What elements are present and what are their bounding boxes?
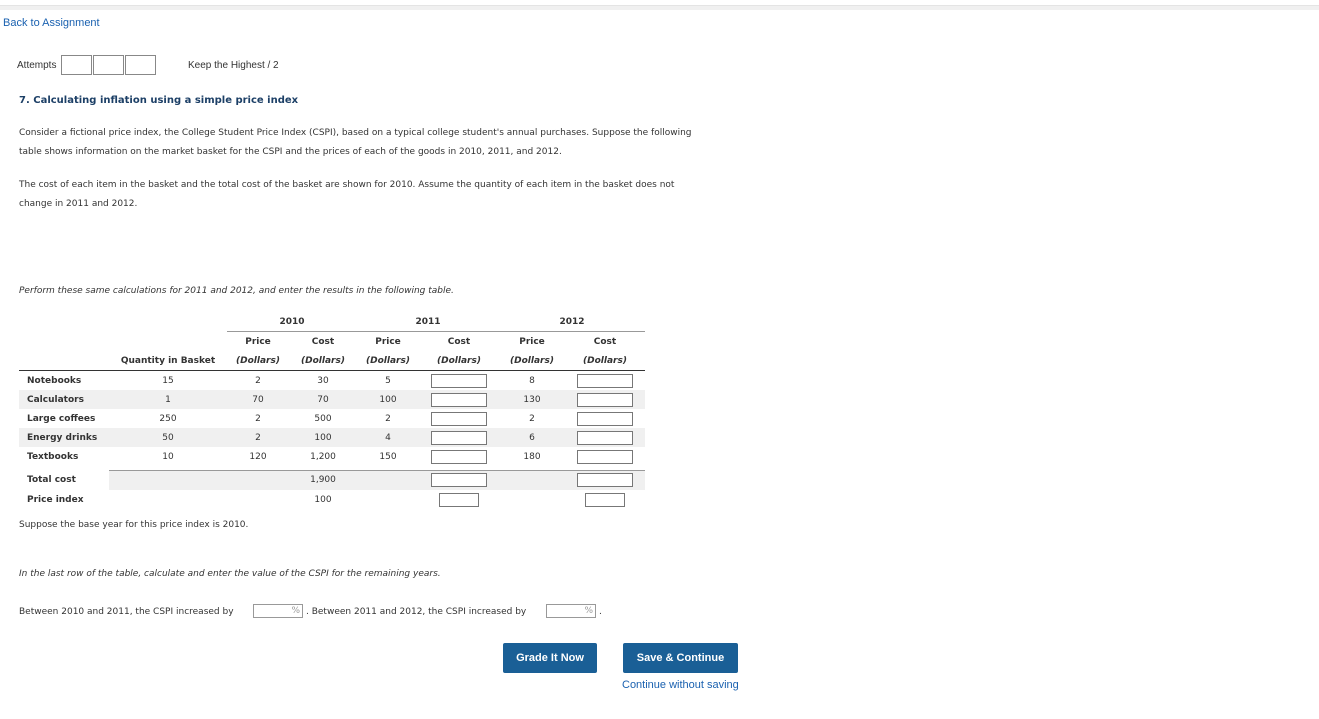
- quantity-cell: 250: [159, 413, 177, 424]
- cost-2012-input[interactable]: [577, 431, 633, 445]
- cost-2010-cell: 500: [314, 413, 332, 424]
- table-row: [19, 390, 645, 409]
- attempt-box-3: [125, 55, 156, 75]
- cost-2011-input[interactable]: [431, 450, 487, 464]
- cost-2010-cell: 30: [317, 375, 329, 386]
- cost-header-2010: Cost: [311, 336, 335, 347]
- price-unit-2010: (Dollars): [227, 351, 289, 371]
- price-2011-cell: 100: [357, 390, 419, 409]
- price-2011-cell: 4: [357, 428, 419, 447]
- price-2010-cell: 70: [227, 390, 289, 409]
- table-row: [19, 428, 645, 447]
- cost-2011-input[interactable]: [431, 431, 487, 445]
- price-index-2010: 100: [314, 495, 332, 505]
- year-2011-header: 2011: [357, 312, 499, 332]
- quantity-cell: 15: [162, 375, 174, 386]
- table-row: [19, 447, 645, 466]
- cost-2011-input[interactable]: [431, 412, 487, 426]
- cost-2010-cell: 1,200: [310, 451, 336, 462]
- base-year-text: Suppose the base year for this price index is 2010.: [19, 520, 249, 530]
- attempt-indicators: [61, 55, 157, 75]
- cost-2011-input[interactable]: [431, 374, 487, 388]
- cost-2011-input[interactable]: [431, 393, 487, 407]
- price-header-2011: Price: [375, 336, 401, 347]
- percent-sign: %: [291, 606, 300, 616]
- price-2010-cell: 2: [255, 375, 261, 386]
- table-row: [19, 409, 645, 428]
- cost-unit-2012: (Dollars): [565, 351, 645, 371]
- top-divider: [0, 5, 1319, 10]
- price-2010-cell: 2: [227, 428, 289, 447]
- price-header-2010: Price: [245, 336, 271, 347]
- quantity-cell: 50: [109, 428, 227, 447]
- price-header-2012: Price: [519, 336, 545, 347]
- increase-2011-2012-input[interactable]: [546, 604, 596, 618]
- item-label: Notebooks: [27, 375, 82, 386]
- cost-2012-input[interactable]: [577, 374, 633, 388]
- intro-line-2: table shows information on the market basket for the CSPI and the prices of each of the goods in 2010, 2011, and 2012.: [19, 147, 562, 157]
- year-2010-header: 2010: [227, 312, 357, 332]
- price-index-2011-input[interactable]: [439, 493, 479, 507]
- column-header-unit-row: [19, 351, 645, 371]
- cost-line-2: change in 2011 and 2012.: [19, 199, 138, 209]
- sentence-end-period: .: [599, 607, 602, 617]
- market-basket-table: [19, 312, 645, 511]
- intro-paragraph: [19, 124, 759, 162]
- continue-without-saving-link[interactable]: Continue without saving: [622, 679, 739, 691]
- price-2011-cell: 5: [385, 375, 391, 386]
- intro-line-1: Consider a fictional price index, the College Student Price Index (CSPI), based on a typical college student's annual purchases. Suppose the following: [19, 128, 692, 138]
- save-and-continue-button[interactable]: Save & Continue: [623, 643, 738, 673]
- question-title: 7. Calculating inflation using a simple price index: [19, 95, 299, 106]
- quantity-header: Quantity in Basket: [109, 351, 227, 371]
- cost-unit-2010: (Dollars): [289, 351, 357, 371]
- keep-highest-label: Keep the Highest / 2: [188, 60, 279, 71]
- total-cost-2010: 1,900: [289, 470, 357, 490]
- cost-2010-cell: 70: [289, 390, 357, 409]
- year-2012-header: 2012: [499, 312, 645, 332]
- quantity-cell: 1: [109, 390, 227, 409]
- column-header-top-row: [19, 332, 645, 352]
- price-unit-2012: (Dollars): [499, 351, 565, 371]
- instruction-text: Perform these same calculations for 2011 and 2012, and enter the results in the following table.: [19, 286, 454, 296]
- cost-2012-input[interactable]: [577, 393, 633, 407]
- price-2010-cell: 120: [249, 451, 267, 462]
- quantity-cell: 10: [162, 451, 174, 462]
- price-2012-cell: 2: [529, 413, 535, 424]
- price-2012-cell: 6: [499, 428, 565, 447]
- cost-line-1: The cost of each item in the basket and the total cost of the basket are shown for 2010. Assume the quantity of each item in the basket does not: [19, 180, 675, 190]
- attempt-box-1: [61, 55, 92, 75]
- price-2010-cell: 2: [255, 413, 261, 424]
- item-label: Energy drinks: [19, 428, 109, 447]
- total-cost-2011-input[interactable]: [431, 473, 487, 487]
- price-2011-cell: 150: [379, 451, 397, 462]
- cost-header-2011: Cost: [447, 336, 471, 347]
- price-2012-cell: 130: [499, 390, 565, 409]
- attempt-box-2: [93, 55, 124, 75]
- price-unit-2011: (Dollars): [357, 351, 419, 371]
- table-row: [19, 371, 645, 391]
- percent-sign: %: [584, 606, 593, 616]
- between-2010-2011-text: Between 2010 and 2011, the CSPI increased by: [19, 607, 234, 617]
- price-2011-cell: 2: [385, 413, 391, 424]
- price-index-label: Price index: [27, 495, 84, 505]
- cost-paragraph: [19, 176, 759, 214]
- cost-header-2012: Cost: [593, 336, 617, 347]
- increase-2010-2011-input[interactable]: [253, 604, 303, 618]
- cost-2010-cell: 100: [289, 428, 357, 447]
- cost-2012-input[interactable]: [577, 450, 633, 464]
- price-index-row: [19, 490, 645, 511]
- item-label: Large coffees: [27, 413, 96, 424]
- attempts-label: Attempts: [17, 60, 57, 71]
- between-2011-2012-text: . Between 2011 and 2012, the CSPI increased by: [306, 607, 527, 617]
- price-2012-cell: 8: [529, 375, 535, 386]
- total-cost-row: [19, 470, 645, 490]
- back-to-assignment-link[interactable]: Back to Assignment: [3, 17, 100, 29]
- item-label: Calculators: [19, 390, 109, 409]
- price-2012-cell: 180: [523, 451, 541, 462]
- cost-unit-2011: (Dollars): [419, 351, 499, 371]
- year-header-row: [19, 312, 645, 332]
- cost-2012-input[interactable]: [577, 412, 633, 426]
- grade-it-now-button[interactable]: Grade It Now: [503, 643, 597, 673]
- item-label: Textbooks: [27, 451, 79, 462]
- last-row-instruction: In the last row of the table, calculate and enter the value of the CSPI for the remaining years.: [19, 569, 441, 579]
- total-cost-label: Total cost: [19, 470, 109, 490]
- price-index-2012-input[interactable]: [585, 493, 625, 507]
- total-cost-2012-input[interactable]: [577, 473, 633, 487]
